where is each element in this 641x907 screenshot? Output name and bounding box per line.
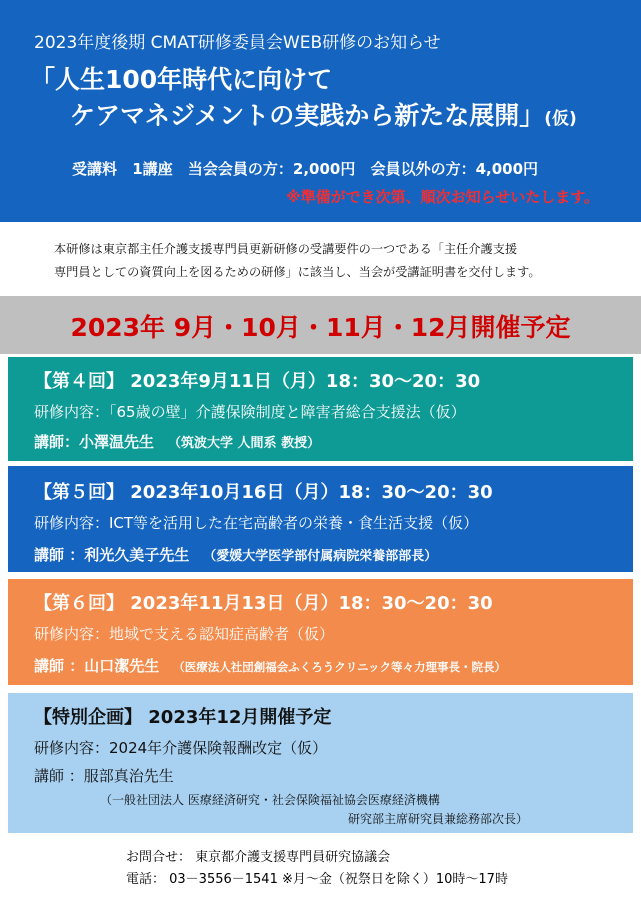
main-title-line2 [70,96,577,132]
session-5-box [8,466,633,572]
session-5-lecturer: 講師 ：利光久美子先生 [34,546,190,564]
session-6-affiliation: （医療法人社団創福会ふくろうクリニック等々力理事長・院長） [173,660,507,674]
session-5-lecturer-line [34,544,437,565]
special-session-title: 【特別企画】 2023年12月開催予定 [34,707,332,728]
session-6-title: 【第６回】 2023年11月13日（月）18：30～20：30 [34,593,493,614]
special-session-affiliation-line2: 研究部主席研究員兼総務部次長） [348,812,529,826]
session-4-title: 【第４回】 2023年9月11日（月）18：30～20：30 [34,371,481,392]
session-6-lecturer-line [34,655,506,676]
fee-unit: 1講座 [132,160,173,178]
header-subtitle: 2023年度後期 CMAT研修委員会WEB研修のお知らせ [34,33,441,53]
session-6-lecturer: 講師 ：山口潔先生 [34,657,160,675]
preparation-notice: ※準備ができ次第、順次お知らせいたします。 [286,188,599,206]
main-title-suffix: (仮) [544,109,577,129]
main-title-line1: 「人生100年時代に向けて [30,65,333,94]
session-6-content: 研修内容：地域で支える認知症高齢者（仮） [34,625,335,643]
session-4-box [8,357,633,461]
session-5-affiliation: （愛媛大学医学部付属病院栄養部部長） [203,549,438,564]
intro-text-line2: 専門員としての資質向上を図るための研修」に該当し、当会が受講証明書を交付します。 [54,265,541,279]
special-session-content: 研修内容：2024年介護保険報酬改定（仮） [34,739,328,757]
header-banner [0,0,641,222]
session-4-lecturer-line [34,431,320,452]
schedule-banner [0,296,641,354]
session-4-affiliation: （筑波大学 人間系 教授） [168,436,321,451]
schedule-text: 2023年 9月・10月・11月・12月開催予定 [70,313,571,342]
phone-info: 電話： 03－3556－1541 ※月～金（祝祭日を除く）10時～17時 [126,872,508,887]
session-5-content: 研修内容：ICT等を活用した在宅高齢者の栄養・食生活支援（仮） [34,514,479,532]
special-session-affiliation-line1: （一般社団法人 医療経済研究・社会保険福祉協会医療経済機構 [100,793,440,807]
session-5-title: 【第５回】 2023年10月16日（月）18：30～20：30 [34,482,493,503]
special-session-lecturer: 講師 ：服部真治先生 [34,767,174,785]
fee-label: 受講料 [72,160,118,178]
session-4-lecturer: 講師：小澤温先生 [34,433,155,451]
fee-nonmember: 会員以外の方：4,000円 [370,160,539,178]
session-6-box [8,579,633,685]
session-4-content: 研修内容：「65歳の壁」介護保険制度と障害者総合支援法（仮） [34,403,466,421]
main-title-line2-text: ケアマネジメントの実践から新たな展開」 [70,101,545,130]
fee-member: 当会会員の方：2,000円 [187,160,356,178]
fee-line [72,158,548,179]
special-session-box [8,693,633,833]
intro-text-line1: 本研修は東京都主任介護支援専門員更新研修の受講要件の一つである「主任介護支援 [54,242,518,256]
contact-info: お問合せ： 東京都介護支援専門員研究協議会 [126,850,391,865]
